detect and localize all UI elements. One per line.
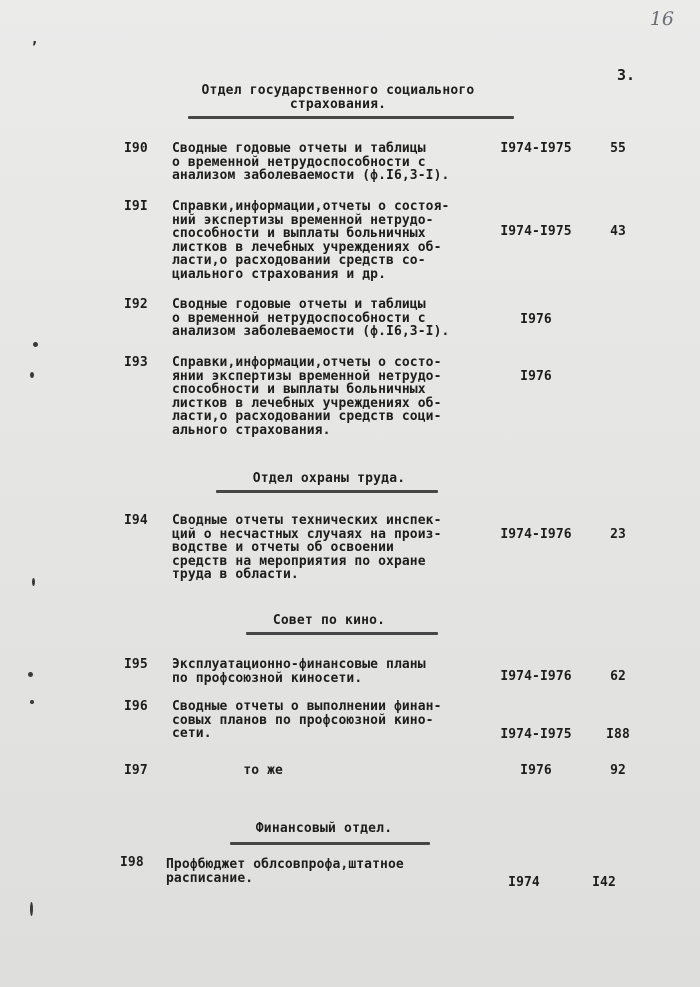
margin-speck <box>32 578 35 586</box>
margin-mark: ʼ <box>30 40 39 56</box>
item-description: Сводные годовые отчеты и таблицы о временной нетрудоспособности с анализом заболеваемости (ф.I6,3-I). <box>172 141 450 184</box>
margin-speck <box>30 700 34 704</box>
item-count: 55 <box>610 141 626 156</box>
item-years: I976 <box>520 763 552 778</box>
item-description: Сводные отчеты технических инспек- ций о несчастных случаях на произ- водстве и отчеты об освоении средств на мероприятия по охране труда в области. <box>172 513 442 583</box>
item-number: I93 <box>124 355 148 370</box>
item-number: I95 <box>124 657 148 672</box>
margin-speck <box>28 672 33 677</box>
item-count: 43 <box>610 224 626 239</box>
item-number: I92 <box>124 297 148 312</box>
section-underline <box>188 116 514 119</box>
item-description: Профбюджет облсовпрофа,штатное расписание. <box>166 857 404 886</box>
handwritten-sheet-number: 16 <box>649 8 674 30</box>
item-years: I974-I975 <box>500 727 572 742</box>
item-count: 62 <box>610 669 626 684</box>
item-number: I94 <box>124 513 148 528</box>
section-underline <box>246 632 438 635</box>
item-number: I97 <box>124 763 148 778</box>
item-years: I974 <box>508 875 540 890</box>
item-count: 23 <box>610 527 626 542</box>
item-description: Справки,информации,отчеты о состоя- ний экспертизы временной нетрудо- способности и выплаты больничных листков в лечебных учреждениях об- ласти,о расходовании средств со- циального страхования и др. <box>172 199 450 282</box>
item-count: I88 <box>606 727 630 742</box>
section-underline <box>216 490 438 493</box>
page-number: 3. <box>617 66 636 84</box>
item-years: I974-I976 <box>500 669 572 684</box>
section-heading-finance: Финансовый отдел. <box>255 821 393 836</box>
margin-speck <box>33 342 38 347</box>
item-description: то же <box>172 763 283 778</box>
item-years: I974-I975 <box>500 141 572 156</box>
margin-speck <box>30 372 34 378</box>
item-years: I976 <box>520 369 552 384</box>
margin-speck <box>30 902 33 916</box>
section-heading-social-insurance: Отдел государственного социального страхования. <box>201 83 475 112</box>
section-heading-labor-protection: Отдел охраны труда. <box>252 471 406 486</box>
item-count: I42 <box>592 875 616 890</box>
item-description: Сводные отчеты о выполнении финан- совых планов по профсоюзной кино- сети. <box>172 699 442 742</box>
item-years: I976 <box>520 312 552 327</box>
item-count: 92 <box>610 763 626 778</box>
item-years: I974-I976 <box>500 527 572 542</box>
item-years: I974-I975 <box>500 224 572 239</box>
item-number: I9I <box>124 199 148 214</box>
section-heading-cinema-council: Совет по кино. <box>272 613 386 628</box>
section-underline <box>230 842 430 845</box>
item-number: I96 <box>124 699 148 714</box>
item-description: Справки,информации,отчеты о состо- янии экспертизы временной нетрудо- способности и выплаты больничных листков в лечебных учреждениях об- ласти,о расходовании средств соци- ального страхования. <box>172 355 442 438</box>
item-description: Сводные годовые отчеты и таблицы о временной нетрудоспособности с анализом заболеваемости (ф.I6,3-I). <box>172 297 450 340</box>
item-number: I90 <box>124 141 148 156</box>
item-number: I98 <box>120 855 144 870</box>
item-description: Эксплуатационно-финансовые планы по профсоюзной киносети. <box>172 657 426 686</box>
